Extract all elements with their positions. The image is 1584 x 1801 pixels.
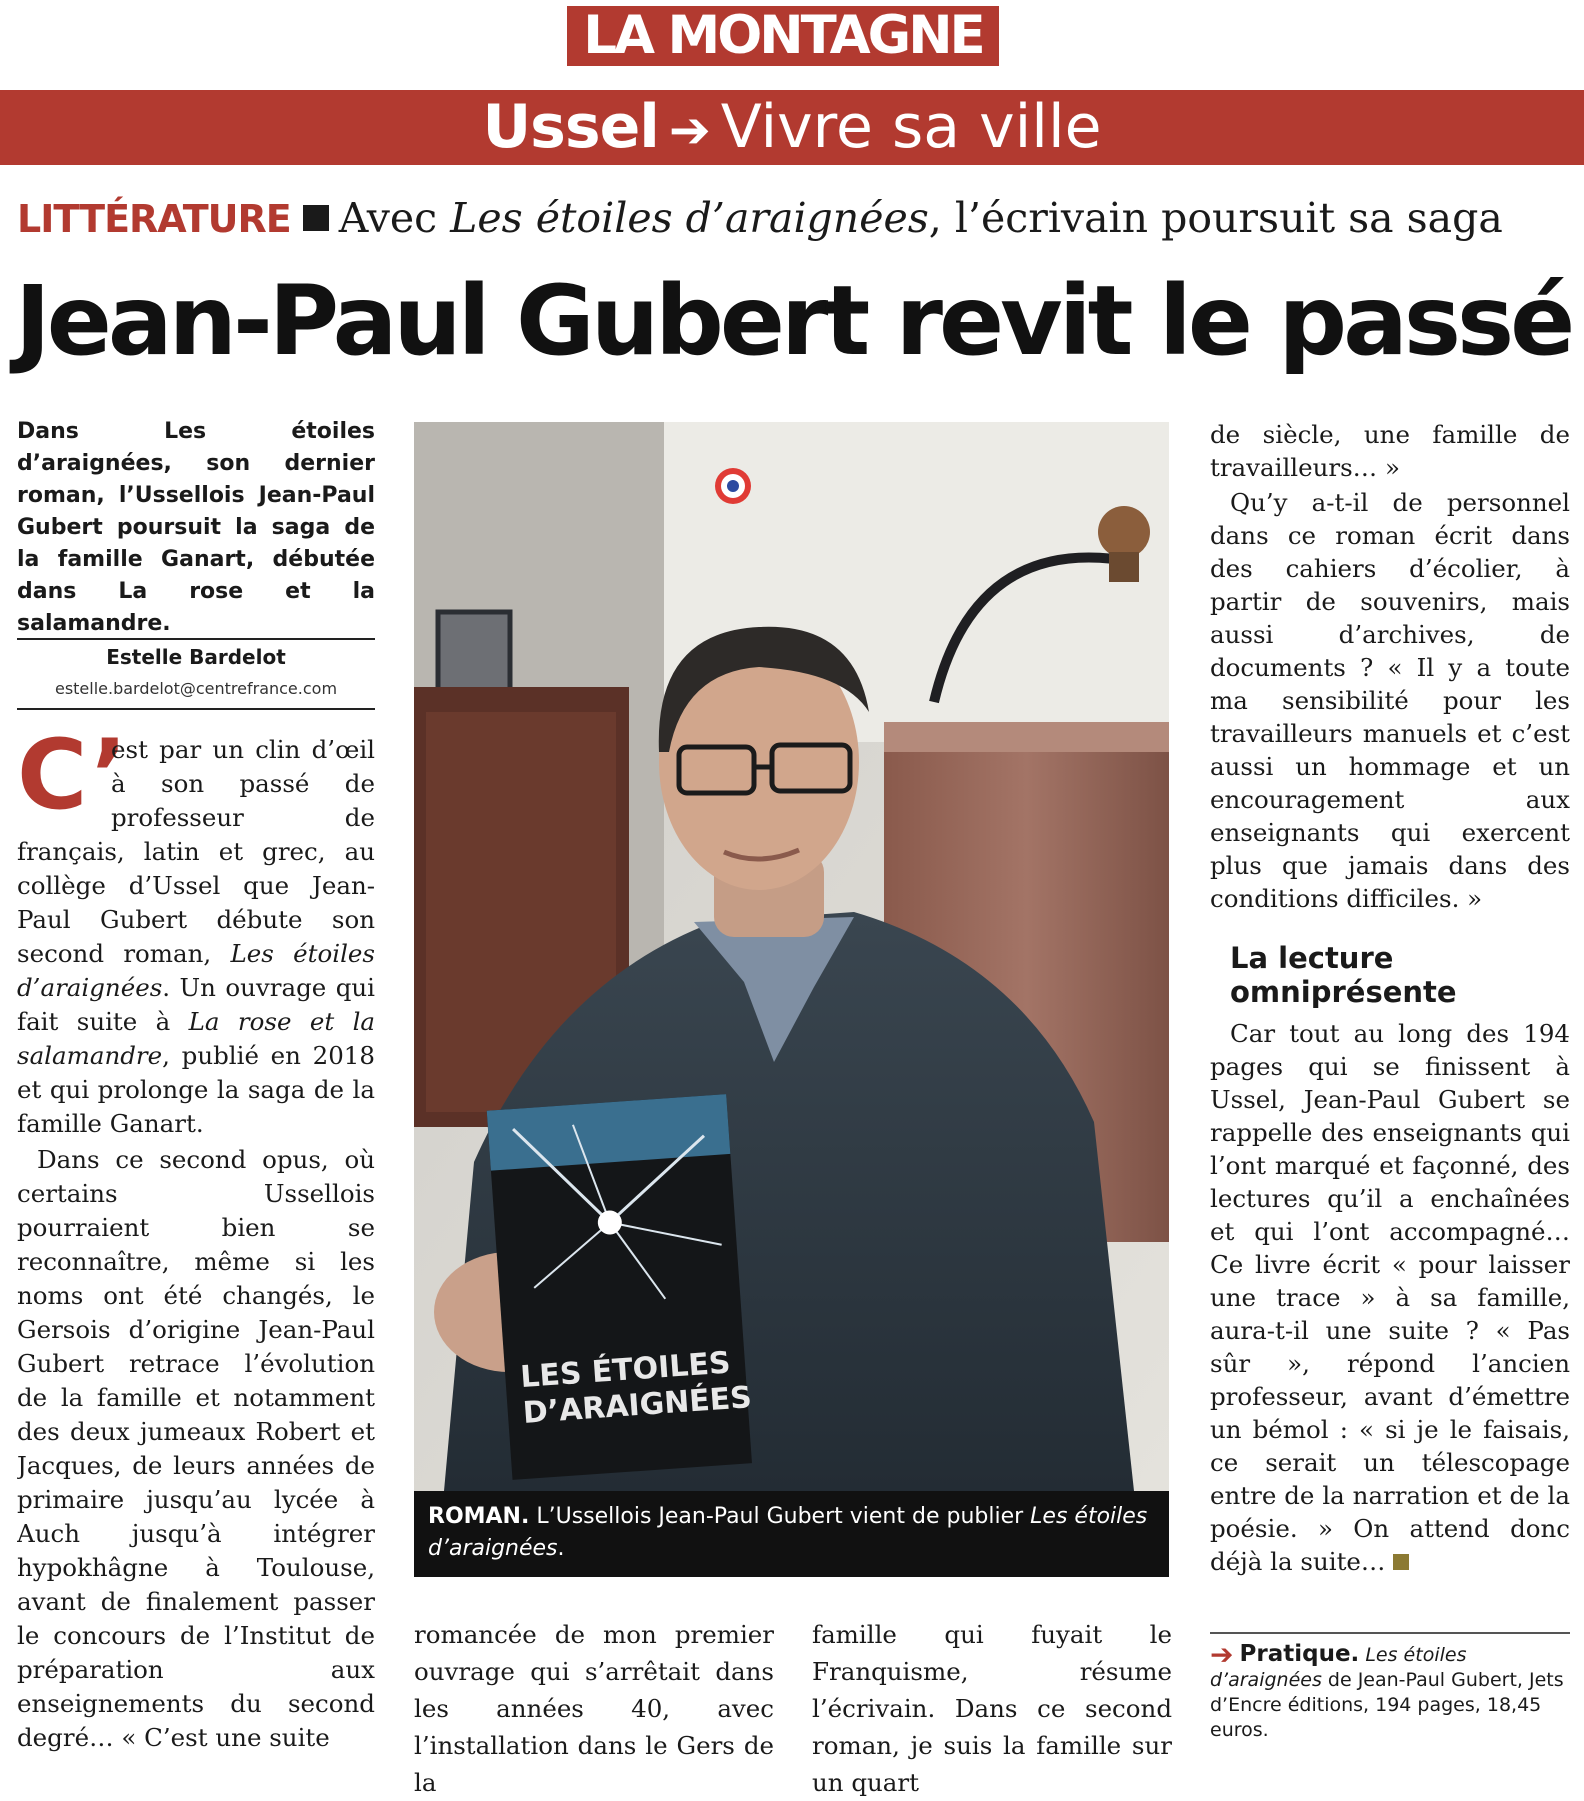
caption-text: . <box>557 1536 565 1561</box>
rubric-square-icon <box>303 205 329 231</box>
body-column-2 <box>414 1616 774 1801</box>
body-text: est par un clin d’œil à son passé de professeur de français, latin et grec, au collège d’Ussel que Jean-Paul Gubert débute son second roman, <box>17 735 375 968</box>
caption-book-title: Les étoiles d’araignées <box>428 1504 1148 1561</box>
body-paragraph: Qu’y a-t-il de personnel dans ce roman écrit dans des cahiers d’écolier, à partir de souvenirs, mais aussi d’archives, de documents ? « Il y a toute ma sensibilité pour les travailleurs manuels et c’est aussi un hommage et un encouragement aux enseignants qui exercent plus que jamais dans des conditions difficiles. » <box>1210 488 1570 913</box>
body-paragraph: romancée de mon premier ouvrage qui s’arrêtait dans les années 40, avec l’installation dans le Gers de la <box>414 1620 774 1797</box>
pratique-label: Pratique. <box>1239 1641 1360 1667</box>
end-mark-icon <box>1393 1554 1409 1570</box>
rubric-label: LITTÉRATURE <box>17 197 291 241</box>
pratique-details: de Jean-Paul Gubert, Jets d’Encre éditions, 194 pages, 18,45 euros. <box>1210 1669 1564 1741</box>
section-arrow-icon: ➔ <box>668 101 711 159</box>
body-paragraph: Dans ce second opus, où certains Ussellois pourraient bien se reconnaître, même si les noms ont été changés, le Gersois d’origine Jean-Paul Gubert retrace l’évolution de la famille et notamment des deux jumeaux Robert et Jacques, de leurs années de primaire jusqu’au lycée à Auch jusqu’à intégrer hypokhâgne à Toulouse, avant de finalement passer le concours de l’Institut de préparation aux enseignements du second degré… « C’est une suite <box>17 1145 375 1752</box>
byline-rule-top <box>17 638 375 640</box>
body-paragraph: de siècle, une famille de travailleurs… » <box>1210 420 1570 482</box>
pratique-arrow-icon: ➔ <box>1210 1638 1234 1671</box>
body-book-title: La rose et la salamandre <box>17 1007 375 1070</box>
byline-rule-bottom <box>17 708 375 710</box>
pratique-rule <box>1210 1632 1570 1634</box>
author-email: estelle.bardelot@centrefrance.com <box>54 679 338 698</box>
pratique-box <box>1210 1638 1570 1743</box>
body-paragraph: famille qui fuyait le Franquisme, résume l’écrivain. Dans ce second roman, je suis la famille sur un quart <box>812 1620 1172 1797</box>
intertitle: La lecture omniprésente <box>1230 941 1457 1009</box>
body-book-title: Les étoiles d’araignées <box>17 939 375 1002</box>
overline-text-before: Avec <box>338 194 451 242</box>
overline-book-title: Les étoiles d’araignées <box>450 194 929 242</box>
lede-text: Dans <box>17 419 165 444</box>
section-banner <box>0 90 1584 165</box>
book-cover-title-line1: LES ÉTOILES <box>519 1345 732 1396</box>
book-cover-title-line2: D’ARAIGNÉES <box>521 1380 753 1431</box>
body-column-4 <box>1210 418 1570 1578</box>
body-text: . Un ouvrage qui fait suite à <box>17 973 375 1036</box>
article-lede <box>17 416 375 640</box>
body-column-1 <box>17 733 375 1773</box>
caption-label: ROMAN. <box>428 1504 530 1529</box>
body-text: Car tout au long des 194 pages qui se finissent à Ussel, Jean-Paul Gubert se rappelle des enseignants qui l’ont marqué et façonné, des lectures qu’il a enchaînées et qui l’ont accompagné… Ce livre écrit « pour laisser une trace » à sa famille, aura-t-il une suite ? « Pas sûr », répond l’ancien professeur, avant d’émettre un bémol : « si je le faisais, ce serait un télescopage entre de la narration et de la poésie. » On attend donc déjà la suite… <box>1210 1019 1570 1576</box>
newspaper-masthead: LA MONTAGNE <box>567 6 999 66</box>
pratique-book-title: Les étoiles d’araignées <box>1210 1644 1467 1691</box>
article-headline: Jean-Paul Gubert revit le passé <box>15 265 1572 377</box>
body-text: , publié en 2018 et qui prolonge la saga de la famille Ganart. <box>17 1041 375 1138</box>
author-name: Estelle Bardelot <box>106 645 286 669</box>
photo-caption <box>414 1491 1169 1577</box>
body-paragraph <box>1210 1017 1570 1578</box>
lede-book-title: La rose et la salamandre <box>17 579 375 636</box>
body-paragraph <box>17 733 375 1141</box>
lede-text: , son dernier roman, l’Ussellois Jean-Paul Gubert poursuit la saga de la famille Ganart, débutée dans <box>17 451 375 604</box>
caption-text: L’Ussellois Jean-Paul Gubert vient de publier <box>529 1504 1031 1529</box>
author-photo <box>414 422 1169 1491</box>
body-column-3 <box>812 1616 1172 1801</box>
article-overline <box>17 190 1577 246</box>
section-name: Vivre sa ville <box>720 92 1102 162</box>
lede-text: . <box>162 611 171 636</box>
overline-text-after: , l’écrivain poursuit sa saga <box>928 194 1503 242</box>
drop-cap: C’ <box>17 733 128 831</box>
section-town: Ussel <box>482 92 659 162</box>
lede-book-title: Les étoiles d’araignées <box>17 419 375 476</box>
